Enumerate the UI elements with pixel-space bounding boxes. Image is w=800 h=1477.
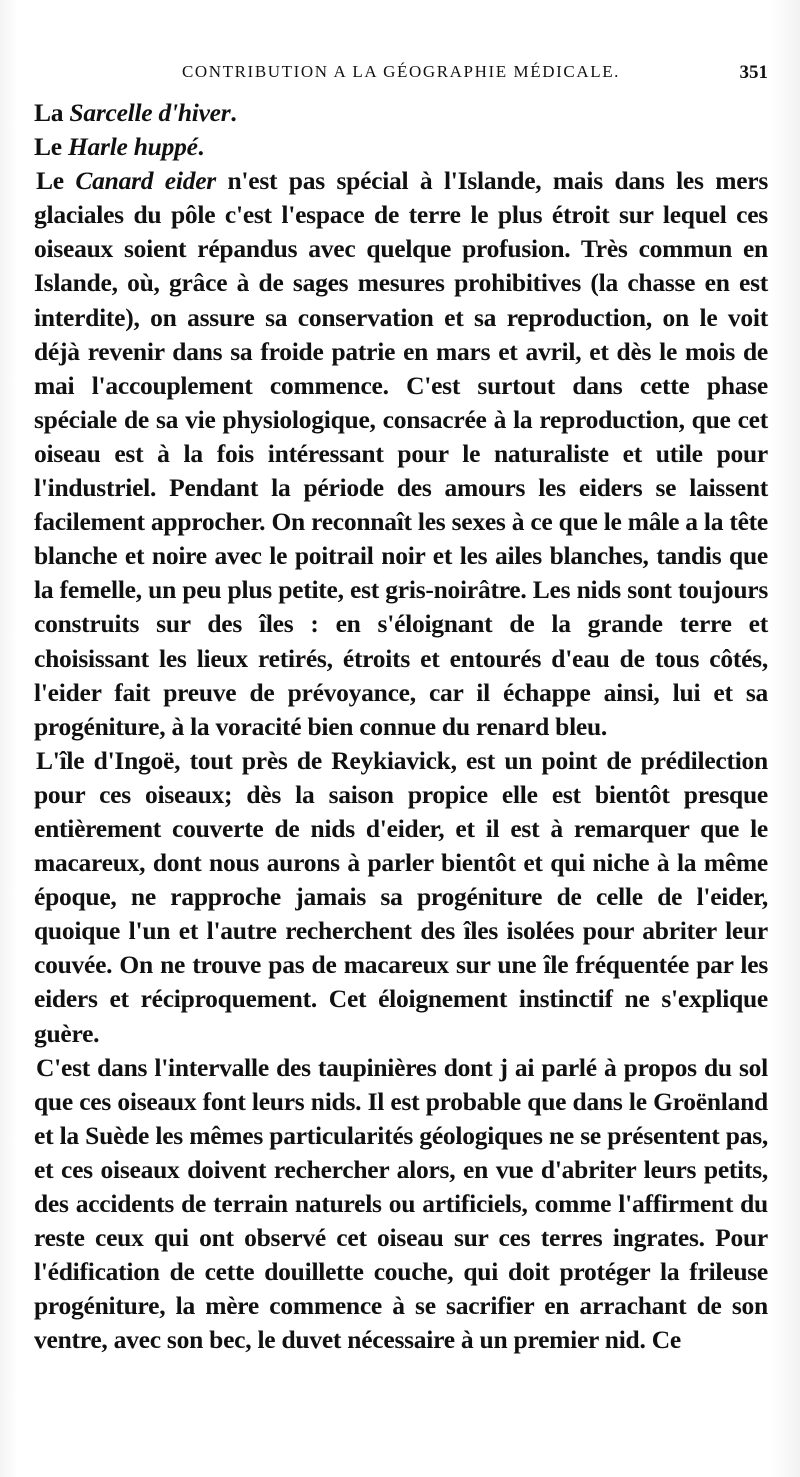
body-text bbox=[34, 96, 768, 1357]
p1-prefix: Le bbox=[36, 166, 76, 196]
species-name-harle: Harle huppé bbox=[67, 132, 198, 162]
line1-suffix: . bbox=[230, 98, 237, 127]
p1-text: n'est pas spécial à l'Islande, mais dans les mers glaciales du pôle c'est l'espace de terre le plus étroit sur lequel ces oiseaux soient répandus avec quelque profusion. Très commun en Islande, où, grâce à de sages mesures prohibitives (la chasse en est interdite), on assure sa conservation et sa reproduction, on le voit déjà revenir dans sa froide patrie en mars et avril, et dès le mois de mai l'accouplement commence. C'est surtout dans cette phase spéciale de sa vie physiologique, consacrée à la reproduction, que cet oiseau est à la fois intéressant pour le naturaliste et utile pour l'industriel. Pendant la période des amours les eiders se laissent facilement approcher. On reconnaît les sexes à ce que le mâle a la tête blanche et noire avec le poitrail noir et les ailes blanches, tandis que la femelle, un peu plus petite, est gris-noirâtre. Les nids sont toujours construits sur des îles : en s'éloignant de la grande terre et choisissant les lieux retirés, étroits et entourés d'eau de tous côtés, l'eider fait preuve de prévoyance, car il échappe ainsi, lui et sa progéniture, à la voracité bien connue du renard bleu. bbox=[34, 166, 769, 741]
list-line-sarcelle bbox=[34, 96, 768, 130]
p3-text: C'est dans l'intervalle des taupinières dont j ai parlé à propos du sol que ces oiseaux font leurs nids. Il est probable que dans le Groënland et la Suède les mêmes particularités géologiques ne se présentent pas, et ces oiseaux doivent rechercher alors, en vue d'abriter leurs petits, des accidents de terrain naturels ou artificiels, comme l'affirment du reste ceux qui ont observé cet oiseau sur ces terres ingrates. Pour l'édification de cette douillette couche, qui doit protéger la frileuse progéniture, la mère commence à se sacrifier en arrachant de son ventre, avec son bec, le duvet nécessaire à un premier nid. Ce bbox=[34, 1052, 768, 1355]
running-header bbox=[34, 58, 768, 88]
line2-suffix: . bbox=[197, 132, 204, 162]
list-line-harle bbox=[34, 130, 768, 164]
page-number: 351 bbox=[739, 62, 768, 83]
species-name-sarcelle: Sarcelle d'hiver bbox=[69, 98, 231, 127]
species-name-eider: Canard eider bbox=[75, 166, 216, 196]
paragraph-ingoe bbox=[34, 744, 768, 1051]
p2-text: L'île d'Ingoë, tout près de Reykiavick, est un point de prédilection pour ces oiseaux; dès la saison propice elle est bientôt presque entièrement couverte de nids d'eider, et il est à remarquer que le macareux, dont nous aurons à parler bientôt et qui niche à la même époque, ne rapproche jamais sa progéniture de celle de l'eider, quoique l'un et l'autre recherchent des îles isolées pour abriter leur couvée. On ne trouve pas de macareux sur une île fréquentée par les eiders et réciproquement. Cet éloignement instinctif ne s'explique guère. bbox=[34, 745, 768, 1048]
paragraph-nests bbox=[34, 1051, 768, 1358]
paragraph-eider bbox=[34, 164, 768, 744]
line1-prefix: La bbox=[34, 98, 70, 127]
running-title: CONTRIBUTION A LA GÉOGRAPHIE MÉDICALE. bbox=[181, 62, 621, 81]
line2-prefix: Le bbox=[34, 132, 68, 162]
